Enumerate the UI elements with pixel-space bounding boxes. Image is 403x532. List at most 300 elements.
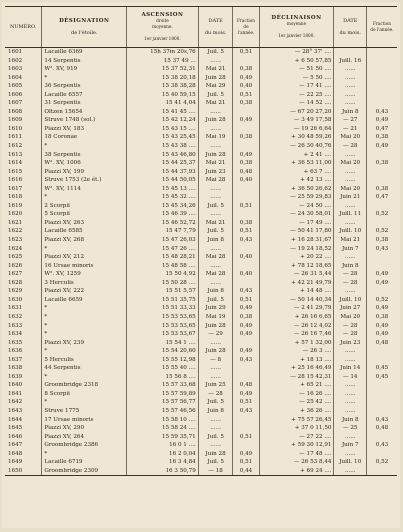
cell-fraction: 0,40 [233, 253, 259, 262]
cell-designation: 5 Scorpii [42, 210, 127, 219]
cell-designation: Lacaille 6719 [42, 458, 127, 467]
cell-date: ...... [198, 142, 233, 151]
cell-declinaison: + 42 21 49,79 [259, 279, 334, 288]
cell-date: Juil. 5 [198, 91, 233, 100]
cell-declinaison: — 51 50 .... [259, 65, 334, 74]
cell-date: ...... [198, 373, 233, 382]
cell-date: Mai 28 [198, 253, 233, 262]
cell-date: Mai 28 [198, 270, 233, 279]
cell-date: ...... [198, 364, 233, 373]
table-row [5, 322, 397, 331]
cell-number: 1606 [8, 91, 23, 98]
cell-designation: Lacaille 6659 [42, 296, 127, 305]
cell-fraction [233, 57, 259, 66]
cell-date: Juin 8 [198, 407, 233, 416]
cell-fraction2 [367, 65, 397, 74]
cell-ascension: 15h 37m 20s,76 [127, 48, 199, 57]
cell-date: Juin 8 [198, 236, 233, 245]
table-row [5, 450, 397, 459]
cell-date: Juil. 5 [198, 296, 233, 305]
cell-fraction2 [367, 202, 397, 211]
cell-ascension: 15 53 53,65 [127, 313, 199, 322]
cell-designation: * [42, 74, 127, 83]
cell-number: 1640 [8, 382, 23, 389]
cell-fraction [233, 262, 259, 271]
cell-number: 1627 [8, 271, 23, 278]
cell-fraction2: 0,49 [367, 270, 397, 279]
cell-date: Mai 21 [198, 99, 233, 108]
cell-fraction [233, 424, 259, 433]
cell-fraction [233, 193, 259, 202]
cell-number: 1619 [8, 202, 23, 209]
cell-date: ...... [198, 279, 233, 288]
cell-date2: Juin 7 [334, 441, 367, 450]
cell-number: 1607 [8, 100, 23, 107]
cell-fraction2: 0,38 [367, 159, 397, 168]
table-row [5, 99, 397, 108]
cell-date: — 18 [198, 467, 233, 476]
cell-designation: W². XV, 1259 [42, 270, 127, 279]
cell-designation: 2 Scorpii [42, 202, 127, 211]
cell-designation: 38 Serpentis [42, 151, 127, 160]
cell-fraction2 [367, 390, 397, 399]
cell-declinaison: — 5 50 .... [259, 74, 334, 83]
cell-declinaison: + 26 16 6,65 [259, 313, 334, 322]
cell-fraction [233, 210, 259, 219]
cell-ascension: 15 47 7,79 [127, 227, 199, 236]
cell-date: Juin 23 [198, 168, 233, 177]
cell-date2: Juin 8 [334, 108, 367, 117]
cell-designation: 18 Coronae [42, 133, 127, 142]
cell-number: 1613 [8, 151, 23, 158]
cell-date2: Juin 14 [334, 364, 367, 373]
cell-designation: 3 Herculis [42, 279, 127, 288]
cell-number: 1614 [8, 160, 23, 167]
cell-fraction2: 0,48 [367, 339, 397, 348]
cell-number: 1624 [8, 245, 23, 252]
cell-number: 1629 [8, 288, 23, 295]
cell-fraction [233, 245, 259, 254]
table-row [5, 356, 397, 365]
cell-date2: ...... [334, 99, 367, 108]
header-numero: NUMÉRO. [5, 7, 42, 48]
cell-date2: — 28 [334, 322, 367, 331]
cell-declinaison: + 25 16 46,49 [259, 364, 334, 373]
table-row [5, 236, 397, 245]
table-row [5, 330, 397, 339]
cell-fraction [233, 364, 259, 373]
table-row [5, 202, 397, 211]
header-date: DATE du mois. [198, 7, 233, 48]
cell-fraction2 [367, 287, 397, 296]
cell-declinaison: — 26 12 4,02 [259, 322, 334, 331]
cell-fraction2 [367, 168, 397, 177]
cell-fraction [233, 279, 259, 288]
cell-fraction: 0,51 [233, 458, 259, 467]
cell-fraction2: 0,49 [367, 142, 397, 151]
table-row [5, 390, 397, 399]
cell-date: Juil. 5 [198, 458, 233, 467]
cell-date2: ...... [334, 176, 367, 185]
cell-fraction2: 0,52 [367, 210, 397, 219]
cell-date: ...... [198, 441, 233, 450]
cell-declinaison: — 25 59 29,83 [259, 193, 334, 202]
table-row [5, 287, 397, 296]
cell-designation: Piazzi XV, 183 [42, 125, 127, 134]
cell-designation: * [42, 313, 127, 322]
cell-date: Juin 8 [198, 287, 233, 296]
cell-declinaison: — 26 53 8,44 [259, 458, 334, 467]
cell-ascension: 15 55 12,98 [127, 356, 199, 365]
cell-date2: — 28 [334, 330, 367, 339]
table-row [5, 116, 397, 125]
table-row [5, 279, 397, 288]
header-fraction2: Fraction de l'année. [367, 7, 397, 48]
table-row [5, 48, 397, 57]
cell-ascension: 15 41 45 .... [127, 108, 199, 117]
cell-date2: Mai 20 [334, 313, 367, 322]
table-row [5, 433, 397, 442]
cell-fraction: 0,38 [233, 133, 259, 142]
cell-ascension: 15 51 35,75 [127, 296, 199, 305]
table-row [5, 458, 397, 467]
cell-ascension: 15 48 28,21 [127, 253, 199, 262]
table-row [5, 313, 397, 322]
cell-number: 1602 [8, 57, 23, 64]
cell-fraction: 0,49 [233, 450, 259, 459]
table-row [5, 65, 397, 74]
cell-declinaison: + 69 24 .... [259, 467, 334, 476]
table-row [5, 108, 397, 117]
cell-date2: ...... [334, 65, 367, 74]
cell-designation: 8 Scorpii [42, 390, 127, 399]
cell-date: Juin 25 [198, 381, 233, 390]
cell-ascension: 15 43 38 .... [127, 142, 199, 151]
cell-fraction2 [367, 151, 397, 160]
cell-date: Juin 28 [198, 322, 233, 331]
cell-designation: Piazzi XV, 290 [42, 424, 127, 433]
cell-ascension: 15 54 20,60 [127, 347, 199, 356]
table-row [5, 168, 397, 177]
table-row [5, 125, 397, 134]
cell-number: 1611 [8, 134, 23, 141]
cell-number: 1630 [8, 296, 23, 303]
cell-designation: 44 Serpentis [42, 364, 127, 373]
cell-fraction2 [367, 91, 397, 100]
cell-date: — 29 [198, 330, 233, 339]
cell-fraction: 0,51 [233, 433, 259, 442]
cell-designation: * [42, 398, 127, 407]
cell-ascension: 15 50 28 .... [127, 279, 199, 288]
cell-fraction: 0,49 [233, 390, 259, 399]
cell-date: ...... [198, 210, 233, 219]
cell-fraction2: 0,49 [367, 330, 397, 339]
cell-number: 1625 [8, 254, 23, 261]
cell-date: ...... [198, 245, 233, 254]
cell-fraction [233, 373, 259, 382]
cell-designation: W². XV, 1006 [42, 159, 127, 168]
cell-date2: Juin 23 [334, 339, 367, 348]
cell-fraction2 [367, 57, 397, 66]
cell-fraction: 0,44 [233, 467, 259, 476]
cell-date2: Juill. 10 [334, 458, 367, 467]
cell-fraction [233, 339, 259, 348]
table-row [5, 82, 397, 91]
cell-date: Mai 19 [198, 133, 233, 142]
cell-ascension: 16 0 1 .... [127, 441, 199, 450]
cell-fraction [233, 185, 259, 194]
cell-date: ...... [198, 339, 233, 348]
table-row [5, 142, 397, 151]
cell-fraction [233, 125, 259, 134]
cell-declinaison: — 26 31 5,44 [259, 270, 334, 279]
cell-fraction2: 0,49 [367, 304, 397, 313]
cell-ascension: 16 3 50,79 [127, 467, 199, 476]
cell-number: 1617 [8, 185, 23, 192]
cell-declinaison: + 36 26 .... [259, 407, 334, 416]
cell-number: 1645 [8, 425, 23, 432]
cell-number: 1631 [8, 305, 23, 312]
cell-ascension: 15 43 46,80 [127, 151, 199, 160]
cell-number: 1603 [8, 66, 23, 73]
table-row [5, 74, 397, 83]
cell-declinaison: — 2 41 29,79 [259, 304, 334, 313]
cell-ascension: 15 54 1 .... [127, 339, 199, 348]
cell-date2: Juin 21 [334, 193, 367, 202]
cell-fraction2: 0,49 [367, 116, 397, 125]
cell-declinaison: + 6 50 57,85 [259, 57, 334, 66]
cell-date2: Mai 20 [334, 159, 367, 168]
cell-ascension: 15 45 13 .... [127, 185, 199, 194]
cell-number: 1648 [8, 450, 23, 457]
cell-date: ...... [198, 125, 233, 134]
cell-designation: Oltzen 15654 [42, 108, 127, 117]
table-row [5, 227, 397, 236]
cell-date: Juin 28 [198, 450, 233, 459]
catalog-page [2, 2, 400, 528]
cell-date2: ...... [334, 82, 367, 91]
cell-number: 1636 [8, 348, 23, 355]
cell-designation: Piazzi XV, 199 [42, 168, 127, 177]
cell-declinaison: + 75 57 26,45 [259, 416, 334, 425]
table-row [5, 253, 397, 262]
cell-number: 1615 [8, 168, 23, 175]
cell-ascension: 15 47 26 .... [127, 245, 199, 254]
cell-ascension: 16 2 0,04 [127, 450, 199, 459]
table-row [5, 407, 397, 416]
cell-designation: Struve 1753 (2e ét.) [42, 176, 127, 185]
table-header-row [5, 7, 397, 48]
cell-declinaison: + 36 50 26,62 [259, 185, 334, 194]
cell-ascension: 15 50 4,92 [127, 270, 199, 279]
star-catalog-table [5, 6, 397, 476]
table-row [5, 176, 397, 185]
cell-date2: ...... [334, 433, 367, 442]
cell-ascension: 15 53 53,65 [127, 322, 199, 331]
cell-fraction [233, 416, 259, 425]
cell-declinaison: + 37 0 11,50 [259, 424, 334, 433]
cell-fraction: 0,51 [233, 202, 259, 211]
cell-date: — 8 [198, 356, 233, 365]
cell-date2: Juill. 10 [334, 227, 367, 236]
cell-date2: ...... [334, 287, 367, 296]
table-row [5, 219, 397, 228]
cell-declinaison: + 2 41 .... [259, 151, 334, 160]
cell-number: 1644 [8, 416, 23, 423]
cell-fraction2: 0,47 [367, 125, 397, 134]
cell-designation: * [42, 193, 127, 202]
cell-date2: — 14 [334, 373, 367, 382]
table-row [5, 245, 397, 254]
table-row [5, 151, 397, 160]
cell-fraction: 0,51 [233, 296, 259, 305]
cell-designation: * [42, 322, 127, 331]
cell-number: 1650 [5, 467, 42, 476]
cell-number: 1639 [8, 373, 23, 380]
cell-date: Juil. 5 [198, 202, 233, 211]
cell-declinaison: — 26 30 40,76 [259, 142, 334, 151]
cell-date2: Juill. 16 [334, 57, 367, 66]
cell-date2: Juin 7 [334, 245, 367, 254]
cell-date2: Juill. 10 [334, 296, 367, 305]
cell-fraction: 0,51 [233, 91, 259, 100]
cell-fraction2: 0,38 [367, 133, 397, 142]
table-row [5, 441, 397, 450]
cell-fraction: 0,38 [233, 99, 259, 108]
cell-fraction2 [367, 356, 397, 365]
cell-fraction: 0,43 [233, 356, 259, 365]
cell-date2: Juin 8 [334, 262, 367, 271]
cell-date2 [334, 48, 367, 57]
cell-fraction2 [367, 48, 397, 57]
cell-ascension: 16 3 4,84 [127, 458, 199, 467]
table-row [5, 339, 397, 348]
cell-date: ...... [198, 262, 233, 271]
header-designation: DÉSIGNATION de l'étoile. [42, 7, 127, 48]
cell-fraction2: 0,49 [367, 279, 397, 288]
cell-ascension: 15 41 4,04 [127, 99, 199, 108]
cell-date2: ...... [334, 390, 367, 399]
cell-date2: ...... [334, 253, 367, 262]
cell-date2: Mai 21 [334, 236, 367, 245]
cell-date2: ...... [334, 168, 367, 177]
cell-fraction: 0,43 [233, 236, 259, 245]
cell-fraction: 0,48 [233, 168, 259, 177]
cell-declinaison: — 50 41 17,80 [259, 227, 334, 236]
cell-fraction2 [367, 262, 397, 271]
cell-ascension: 15 43 15 .... [127, 125, 199, 134]
cell-number: 1622 [8, 228, 23, 235]
cell-fraction: 0,38 [233, 65, 259, 74]
table-row [5, 159, 397, 168]
cell-date2: — 28 [334, 142, 367, 151]
cell-designation: 31 Serpentis [42, 99, 127, 108]
cell-date: ...... [198, 424, 233, 433]
cell-number: 1605 [8, 83, 23, 90]
cell-declinaison: — 28° 37' .... [259, 48, 334, 57]
cell-date2: — 21 [334, 125, 367, 134]
cell-designation: Groombridge 2318 [42, 381, 127, 390]
cell-fraction2: 0,43 [367, 441, 397, 450]
cell-fraction2 [367, 82, 397, 91]
cell-declinaison: — 25 42 .... [259, 398, 334, 407]
cell-fraction: 0,40 [233, 82, 259, 91]
cell-fraction2: 0,49 [367, 322, 397, 331]
cell-fraction: 0,49 [233, 347, 259, 356]
table-row [5, 304, 397, 313]
table-row [5, 347, 397, 356]
cell-number: 1635 [8, 339, 23, 346]
cell-designation: * [42, 245, 127, 254]
table-row [5, 373, 397, 382]
cell-fraction: 0,43 [233, 287, 259, 296]
cell-fraction: 0,38 [233, 219, 259, 228]
table-row [5, 91, 397, 100]
cell-designation: * [42, 450, 127, 459]
table-row [5, 262, 397, 271]
cell-designation: Struve 1748 (sol.) [42, 116, 127, 125]
cell-declinaison: — 67 20 27,20 [259, 108, 334, 117]
cell-number: 1628 [8, 279, 23, 286]
cell-designation: Piazzi XV, 239 [42, 339, 127, 348]
cell-number: 1608 [8, 108, 23, 115]
cell-designation: 16 Ursae minoris [42, 262, 127, 271]
cell-date: Juin 28 [198, 74, 233, 83]
cell-fraction [233, 108, 259, 117]
cell-fraction2: 0,43 [367, 245, 397, 254]
cell-designation: Lacaille 6585 [42, 227, 127, 236]
cell-fraction2: 0,48 [367, 424, 397, 433]
table-row [5, 398, 397, 407]
cell-fraction2 [367, 253, 397, 262]
cell-declinaison: — 26 3 .... [259, 347, 334, 356]
cell-fraction: 0,43 [233, 407, 259, 416]
cell-fraction [233, 441, 259, 450]
cell-fraction2: 0,45 [367, 373, 397, 382]
cell-ascension: 15 57 56,77 [127, 398, 199, 407]
cell-ascension: 15 46 52,72 [127, 219, 199, 228]
cell-date2: ...... [334, 219, 367, 228]
cell-declinaison: — 19 24 18,52 [259, 245, 334, 254]
cell-ascension: 15 42 12,24 [127, 116, 199, 125]
cell-fraction: 0,51 [233, 48, 259, 57]
cell-fraction: 0,49 [233, 151, 259, 160]
cell-fraction: 0,49 [233, 330, 259, 339]
cell-declinaison: — 26 16 7,46 [259, 330, 334, 339]
cell-designation: 36 Serpentis [42, 82, 127, 91]
cell-number: 1618 [8, 194, 23, 201]
cell-ascension: 15 53 53,67 [127, 330, 199, 339]
table-row [5, 133, 397, 142]
cell-fraction2 [367, 450, 397, 459]
cell-number: 1610 [8, 125, 23, 132]
cell-designation: 17 Ursae minoris [42, 416, 127, 425]
cell-ascension: 15 37 49 ... [127, 57, 199, 66]
cell-date: Juin 28 [198, 347, 233, 356]
cell-ascension: 15 55 40 .... [127, 364, 199, 373]
cell-number: 1649 [8, 459, 23, 466]
cell-designation: W². XV, 1114 [42, 185, 127, 194]
cell-designation: Lacaille 6557 [42, 91, 127, 100]
cell-fraction2 [367, 398, 397, 407]
table-row [5, 270, 397, 279]
cell-fraction2: 0,38 [367, 236, 397, 245]
cell-fraction2 [367, 347, 397, 356]
cell-date2: — 28 [334, 279, 367, 288]
cell-date2: ...... [334, 91, 367, 100]
cell-designation: Piazzi XV, 264 [42, 433, 127, 442]
cell-declinaison: + 20 22 .... [259, 253, 334, 262]
